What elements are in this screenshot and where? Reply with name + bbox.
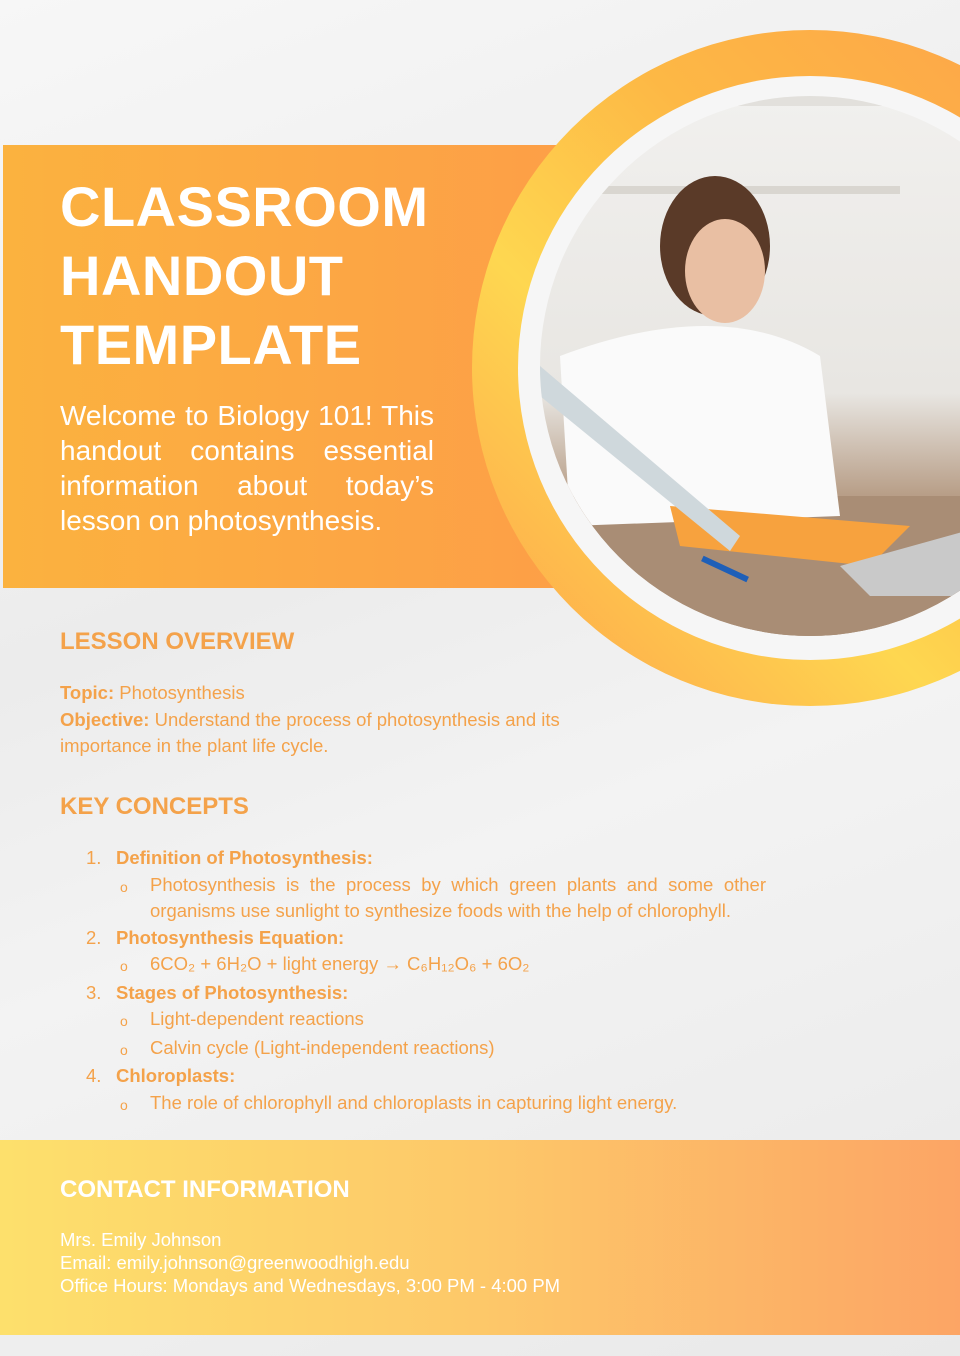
sub-item: o The role of chlorophyll and chloroplasts in capturing light energy. <box>120 1091 678 1113</box>
intro-text: Welcome to Biology 101! This handout contains essential information about today’s lesson on photosynthesis. <box>60 400 434 536</box>
contact-footer <box>0 1140 960 1335</box>
key-concepts-list <box>86 845 766 1118</box>
contact-details: Mrs. Emily Johnson Email: emily.johnson@greenwoodhigh.edu Office Hours: Mondays and Wednesdays, 3:00 PM - 4:00 PM <box>60 1229 561 1296</box>
page-title: CLASSROOM HANDOUT TEMPLATE <box>60 175 429 376</box>
list-item: 1. Definition of Photosynthesis: <box>86 847 373 868</box>
lesson-overview: Topic: Photosynthesis Objective: Understand the process of photosynthesis and its importance in the plant life cycle. <box>60 682 560 756</box>
list-item: 3. Stages of Photosynthesis: <box>86 981 349 1003</box>
equation: 6CO₂ + 6H₂O + light energy → C₆H₁₂O₆ + 6O₂ <box>150 953 530 974</box>
decorative-ring <box>470 28 960 708</box>
sub-item: o Photosynthesis is the process by which green plants and some other organisms use sunlight to synthesize foods with the help of chlorophyll. <box>120 873 766 921</box>
email-text: Email: emily.johnson@greenwoodhigh.edu <box>60 1252 410 1273</box>
key-concepts-heading: KEY CONCEPTS <box>60 793 249 820</box>
contact-heading: CONTACT INFORMATION <box>60 1176 350 1203</box>
sub-item: o 6CO₂ + 6H₂O + light energy → C₆H₁₂O₆ + 6O₂ <box>120 951 766 980</box>
sub-item: o Light-dependent reactions <box>120 1008 364 1029</box>
list-item: 2. Photosynthesis Equation: <box>86 926 345 948</box>
lesson-overview-heading: LESSON OVERVIEW <box>60 628 295 655</box>
sub-item: o Calvin cycle (Light-independent reactions) <box>120 1036 495 1058</box>
list-item: 4. Chloroplasts: <box>86 1065 236 1086</box>
